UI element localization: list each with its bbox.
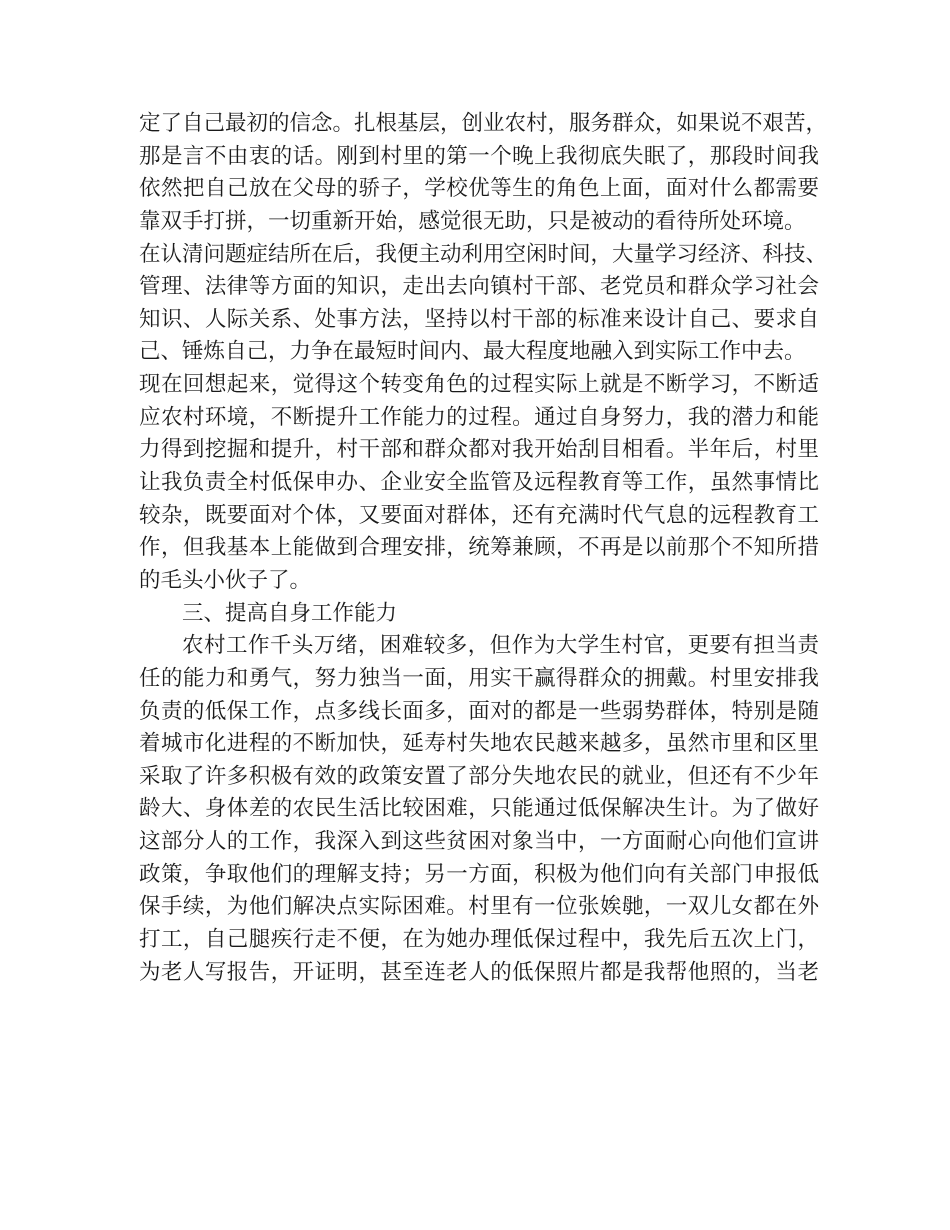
- text-line: 让我负责全村低保申办、企业安全监管及远程教育等工作，虽然事情比: [139, 470, 819, 496]
- text-line: 力得到挖掘和提升，村干部和群众都对我开始刮目相看。半年后，村里: [139, 437, 819, 463]
- text-line: 保手续，为他们解决点实际困难。村里有一位张娭毑，一双儿女都在外: [139, 894, 819, 920]
- text-line: 知识、人际关系、处事方法，坚持以村干部的标准来设计自己、要求自: [139, 306, 819, 332]
- text-line: 管理、法律等方面的知识，走出去向镇村干部、老党员和群众学习社会: [139, 274, 819, 300]
- text-line: 的毛头小伙子了。: [139, 567, 312, 593]
- text-line: 依然把自己放在父母的骄子，学校优等生的角色上面，面对什么都需要: [139, 176, 819, 202]
- text-line: 靠双手打拼，一切重新开始，感觉很无助，只是被动的看待所处环境。: [139, 208, 806, 234]
- text-line: 着城市化进程的不断加快，延寿村失地农民越来越多，虽然市里和区里: [139, 731, 819, 757]
- text-line: 那是言不由衷的话。刚到村里的第一个晚上我彻底失眠了，那段时间我: [139, 143, 819, 169]
- text-line: 己、锤炼自己，力争在最短时间内、最大程度地融入到实际工作中去。: [139, 339, 806, 365]
- text-line: 龄大、身体差的农民生活比较困难，只能通过低保解决生计。为了做好: [139, 796, 819, 822]
- text-line: 负责的低保工作，点多线长面多，面对的都是一些弱势群体，特别是随: [139, 698, 819, 724]
- body-text: [139, 108, 828, 989]
- text-line: 应农村环境，不断提升工作能力的过程。通过自身努力，我的潜力和能: [139, 404, 819, 430]
- text-line: 作，但我基本上能做到合理安排，统筹兼顾，不再是以前那个不知所措: [139, 535, 819, 561]
- section-heading: 三、提高自身工作能力: [182, 600, 398, 626]
- text-line: 为老人写报告，开证明，甚至连老人的低保照片都是我帮他照的，当老: [139, 959, 819, 985]
- text-line: 采取了许多积极有效的政策安置了部分失地农民的就业，但还有不少年: [139, 763, 819, 789]
- text-line: 较杂，既要面对个体，又要面对群体，还有充满时代气息的远程教育工: [139, 502, 819, 528]
- text-line: 这部分人的工作，我深入到这些贫困对象当中，一方面耐心向他们宣讲: [139, 829, 819, 855]
- text-line: 现在回想起来，觉得这个转变角色的过程实际上就是不断学习，不断适: [139, 372, 819, 398]
- text-line: 在认清问题症结所在后，我便主动利用空闲时间，大量学习经济、科技、: [139, 241, 828, 267]
- text-line: 农村工作千头万绪，困难较多，但作为大学生村官，更要有担当责: [182, 633, 819, 659]
- text-line: 打工，自己腿疾行走不便，在为她办理低保过程中，我先后五次上门，: [139, 927, 819, 953]
- text-line: 定了自己最初的信念。扎根基层，创业农村，服务群众，如果说不艰苦，: [139, 111, 828, 136]
- text-line: 任的能力和勇气，努力独当一面，用实干赢得群众的拥戴。村里安排我: [139, 665, 819, 691]
- text-line: 政策，争取他们的理解支持；另一方面，积极为他们向有关部门申报低: [139, 861, 819, 887]
